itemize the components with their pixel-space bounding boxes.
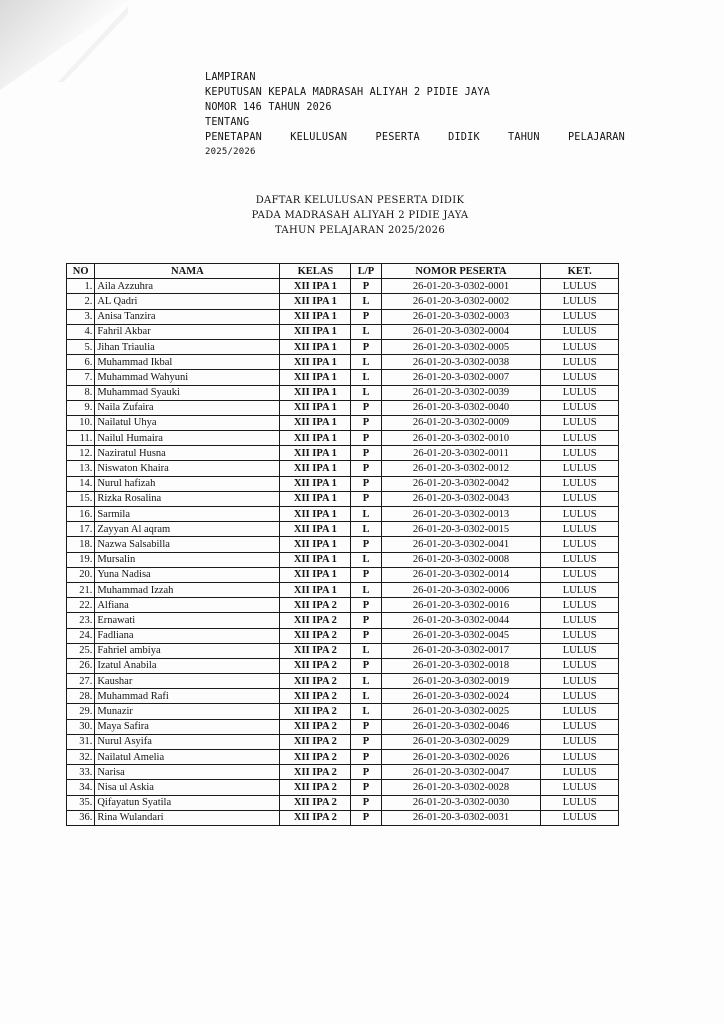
cell-nomor-peserta: 26-01-20-3-0302-0014 [381, 567, 541, 582]
table-row [67, 643, 619, 658]
cell-no: 18. [67, 537, 95, 552]
cell-lp: L [351, 674, 381, 689]
cell-no: 19. [67, 552, 95, 567]
cell-nama: Rizka Rosalina [95, 491, 280, 506]
cell-nomor-peserta: 26-01-20-3-0302-0017 [381, 643, 541, 658]
table-row [67, 750, 619, 765]
cell-lp: P [351, 765, 381, 780]
cell-lp: L [351, 507, 381, 522]
cell-no: 14. [67, 476, 95, 491]
cell-no: 16. [67, 507, 95, 522]
cell-ket: LULUS [541, 385, 619, 400]
cell-nama: Muhammad Rafi [95, 689, 280, 704]
cell-no: 3. [67, 309, 95, 324]
cell-ket: LULUS [541, 780, 619, 795]
cell-nama: Muhammad Syauki [95, 385, 280, 400]
cell-nomor-peserta: 26-01-20-3-0302-0044 [381, 613, 541, 628]
cell-ket: LULUS [541, 674, 619, 689]
cell-lp: P [351, 431, 381, 446]
subject-word: DIDIK [448, 132, 480, 143]
table-body [67, 279, 619, 826]
cell-no: 35. [67, 795, 95, 810]
cell-no: 32. [67, 750, 95, 765]
cell-no: 11. [67, 431, 95, 446]
cell-nomor-peserta: 26-01-20-3-0302-0009 [381, 415, 541, 430]
cell-ket: LULUS [541, 309, 619, 324]
table-row [67, 582, 619, 597]
cell-kelas: XII IPA 2 [280, 658, 351, 673]
cell-nomor-peserta: 26-01-20-3-0302-0031 [381, 810, 541, 825]
cell-lp: P [351, 750, 381, 765]
cell-ket: LULUS [541, 476, 619, 491]
table-row [67, 400, 619, 415]
header-lp: L/P [351, 264, 381, 279]
cell-kelas: XII IPA 1 [280, 339, 351, 354]
cell-nomor-peserta: 26-01-20-3-0302-0002 [381, 294, 541, 309]
cell-nama: Jihan Triaulia [95, 339, 280, 354]
cell-lp: L [351, 324, 381, 339]
cell-nama: Naila Zufaira [95, 400, 280, 415]
cell-nama: Niswaton Khaira [95, 461, 280, 476]
cell-ket: LULUS [541, 339, 619, 354]
table-row [67, 658, 619, 673]
cell-lp: L [351, 385, 381, 400]
cell-no: 34. [67, 780, 95, 795]
table-row [67, 491, 619, 506]
cell-nomor-peserta: 26-01-20-3-0302-0005 [381, 339, 541, 354]
cell-lp: P [351, 309, 381, 324]
cell-kelas: XII IPA 1 [280, 507, 351, 522]
cell-lp: P [351, 598, 381, 613]
cell-ket: LULUS [541, 567, 619, 582]
cell-ket: LULUS [541, 613, 619, 628]
cell-lp: P [351, 628, 381, 643]
header-kelas: KELAS [280, 264, 351, 279]
cell-kelas: XII IPA 2 [280, 750, 351, 765]
cell-no: 6. [67, 355, 95, 370]
cell-kelas: XII IPA 1 [280, 461, 351, 476]
cell-lp: P [351, 491, 381, 506]
cell-nomor-peserta: 26-01-20-3-0302-0042 [381, 476, 541, 491]
cell-ket: LULUS [541, 750, 619, 765]
cell-nomor-peserta: 26-01-20-3-0302-0008 [381, 552, 541, 567]
cell-kelas: XII IPA 2 [280, 704, 351, 719]
cell-nama: Muhammad Izzah [95, 582, 280, 597]
cell-ket: LULUS [541, 537, 619, 552]
cell-no: 12. [67, 446, 95, 461]
cell-lp: L [351, 294, 381, 309]
header-no: NO [67, 264, 95, 279]
cell-nama: Zayyan Al aqram [95, 522, 280, 537]
cell-kelas: XII IPA 2 [280, 765, 351, 780]
list-title-line3: TAHUN PELAJARAN 2025/2026 [275, 225, 445, 236]
cell-kelas: XII IPA 1 [280, 324, 351, 339]
cell-no: 7. [67, 370, 95, 385]
cell-kelas: XII IPA 1 [280, 491, 351, 506]
cell-kelas: XII IPA 2 [280, 628, 351, 643]
cell-lp: L [351, 643, 381, 658]
header-nama: NAMA [95, 264, 280, 279]
cell-nomor-peserta: 26-01-20-3-0302-0047 [381, 765, 541, 780]
cell-nomor-peserta: 26-01-20-3-0302-0004 [381, 324, 541, 339]
cell-kelas: XII IPA 1 [280, 415, 351, 430]
cell-ket: LULUS [541, 294, 619, 309]
cell-nama: Nailatul Uhya [95, 415, 280, 430]
cell-kelas: XII IPA 2 [280, 734, 351, 749]
cell-no: 26. [67, 658, 95, 673]
cell-nomor-peserta: 26-01-20-3-0302-0041 [381, 537, 541, 552]
decree-subject [205, 130, 625, 145]
cell-no: 10. [67, 415, 95, 430]
cell-no: 9. [67, 400, 95, 415]
cell-kelas: XII IPA 2 [280, 795, 351, 810]
cell-kelas: XII IPA 1 [280, 400, 351, 415]
cell-kelas: XII IPA 1 [280, 552, 351, 567]
lampiran-label: LAMPIRAN [205, 72, 256, 83]
decree-header [205, 70, 625, 160]
cell-nomor-peserta: 26-01-20-3-0302-0012 [381, 461, 541, 476]
cell-nomor-peserta: 26-01-20-3-0302-0013 [381, 507, 541, 522]
cell-no: 24. [67, 628, 95, 643]
list-title-line2: PADA MADRASAH ALIYAH 2 PIDIE JAYA [251, 210, 469, 221]
cell-ket: LULUS [541, 765, 619, 780]
cell-ket: LULUS [541, 279, 619, 294]
cell-lp: P [351, 537, 381, 552]
cell-lp: P [351, 400, 381, 415]
cell-kelas: XII IPA 1 [280, 567, 351, 582]
table-row [67, 446, 619, 461]
cell-nama: Kaushar [95, 674, 280, 689]
cell-no: 4. [67, 324, 95, 339]
cell-nomor-peserta: 26-01-20-3-0302-0003 [381, 309, 541, 324]
cell-kelas: XII IPA 1 [280, 385, 351, 400]
cell-nama: Fahril Akbar [95, 324, 280, 339]
cell-nomor-peserta: 26-01-20-3-0302-0011 [381, 446, 541, 461]
cell-no: 23. [67, 613, 95, 628]
cell-nomor-peserta: 26-01-20-3-0302-0030 [381, 795, 541, 810]
cell-no: 27. [67, 674, 95, 689]
cell-nama: Nisa ul Askia [95, 780, 280, 795]
subject-word: KELULUSAN [290, 132, 348, 143]
cell-lp: L [351, 689, 381, 704]
cell-nama: Fadliana [95, 628, 280, 643]
table-row [67, 279, 619, 294]
cell-nomor-peserta: 26-01-20-3-0302-0046 [381, 719, 541, 734]
cell-no: 36. [67, 810, 95, 825]
cell-nama: Muhammad Ikbal [95, 355, 280, 370]
cell-nomor-peserta: 26-01-20-3-0302-0007 [381, 370, 541, 385]
cell-lp: P [351, 279, 381, 294]
cell-no: 13. [67, 461, 95, 476]
cell-nama: Ernawati [95, 613, 280, 628]
subject-word: PESERTA [375, 132, 420, 143]
cell-no: 21. [67, 582, 95, 597]
cell-nomor-peserta: 26-01-20-3-0302-0006 [381, 582, 541, 597]
cell-kelas: XII IPA 1 [280, 309, 351, 324]
cell-ket: LULUS [541, 734, 619, 749]
table-row [67, 598, 619, 613]
cell-lp: P [351, 810, 381, 825]
cell-lp: L [351, 355, 381, 370]
table-row [67, 674, 619, 689]
cell-ket: LULUS [541, 400, 619, 415]
cell-lp: P [351, 613, 381, 628]
table-row [67, 339, 619, 354]
cell-nomor-peserta: 26-01-20-3-0302-0018 [381, 658, 541, 673]
cell-lp: L [351, 704, 381, 719]
table-row [67, 628, 619, 643]
cell-kelas: XII IPA 2 [280, 598, 351, 613]
subject-year: 2025/2026 [205, 147, 256, 157]
cell-nama: Qifayatun Syatila [95, 795, 280, 810]
cell-ket: LULUS [541, 719, 619, 734]
table-row [67, 765, 619, 780]
cell-nama: Rina Wulandari [95, 810, 280, 825]
cell-nomor-peserta: 26-01-20-3-0302-0028 [381, 780, 541, 795]
cell-kelas: XII IPA 2 [280, 719, 351, 734]
decree-title: KEPUTUSAN KEPALA MADRASAH ALIYAH 2 PIDIE JAYA [205, 87, 491, 98]
cell-nomor-peserta: 26-01-20-3-0302-0038 [381, 355, 541, 370]
cell-ket: LULUS [541, 643, 619, 658]
cell-ket: LULUS [541, 795, 619, 810]
cell-ket: LULUS [541, 628, 619, 643]
cell-lp: P [351, 476, 381, 491]
cell-kelas: XII IPA 1 [280, 537, 351, 552]
cell-kelas: XII IPA 1 [280, 294, 351, 309]
cell-ket: LULUS [541, 355, 619, 370]
table-row [67, 537, 619, 552]
table-row [67, 689, 619, 704]
table-row [67, 552, 619, 567]
cell-ket: LULUS [541, 370, 619, 385]
cell-kelas: XII IPA 2 [280, 613, 351, 628]
cell-kelas: XII IPA 1 [280, 355, 351, 370]
cell-ket: LULUS [541, 507, 619, 522]
tentang-label: TENTANG [205, 117, 250, 128]
cell-ket: LULUS [541, 598, 619, 613]
subject-word: TAHUN [508, 132, 540, 143]
cell-nama: Muhammad Wahyuni [95, 370, 280, 385]
table-row [67, 507, 619, 522]
cell-kelas: XII IPA 1 [280, 446, 351, 461]
cell-kelas: XII IPA 1 [280, 431, 351, 446]
cell-nama: Alfiana [95, 598, 280, 613]
cell-nama: Sarmila [95, 507, 280, 522]
cell-nomor-peserta: 26-01-20-3-0302-0039 [381, 385, 541, 400]
list-title [150, 193, 570, 238]
cell-kelas: XII IPA 2 [280, 780, 351, 795]
cell-no: 8. [67, 385, 95, 400]
cell-nomor-peserta: 26-01-20-3-0302-0010 [381, 431, 541, 446]
cell-nama: Mursalin [95, 552, 280, 567]
table-row [67, 461, 619, 476]
table-row [67, 704, 619, 719]
cell-nama: Nurul Asyifa [95, 734, 280, 749]
subject-word: PELAJARAN [567, 132, 625, 143]
cell-nama: Nurul hafizah [95, 476, 280, 491]
cell-nomor-peserta: 26-01-20-3-0302-0016 [381, 598, 541, 613]
cell-nama: Nailatul Amelia [95, 750, 280, 765]
cell-no: 33. [67, 765, 95, 780]
cell-ket: LULUS [541, 461, 619, 476]
cell-no: 20. [67, 567, 95, 582]
table-row [67, 385, 619, 400]
header-ket: KET. [541, 264, 619, 279]
cell-lp: P [351, 567, 381, 582]
table-row [67, 309, 619, 324]
table-header-row [67, 264, 619, 279]
cell-ket: LULUS [541, 431, 619, 446]
cell-nomor-peserta: 26-01-20-3-0302-0029 [381, 734, 541, 749]
cell-ket: LULUS [541, 689, 619, 704]
table-row [67, 613, 619, 628]
cell-no: 25. [67, 643, 95, 658]
header-nomor-peserta: NOMOR PESERTA [381, 264, 541, 279]
table-row [67, 734, 619, 749]
table-row [67, 719, 619, 734]
cell-kelas: XII IPA 1 [280, 279, 351, 294]
graduation-table [66, 263, 619, 826]
cell-nomor-peserta: 26-01-20-3-0302-0040 [381, 400, 541, 415]
cell-nama: Izatul Anabila [95, 658, 280, 673]
cell-lp: P [351, 795, 381, 810]
cell-lp: P [351, 415, 381, 430]
cell-kelas: XII IPA 1 [280, 522, 351, 537]
cell-no: 5. [67, 339, 95, 354]
cell-kelas: XII IPA 2 [280, 689, 351, 704]
cell-nomor-peserta: 26-01-20-3-0302-0015 [381, 522, 541, 537]
cell-nama: Munazir [95, 704, 280, 719]
cell-no: 1. [67, 279, 95, 294]
cell-no: 28. [67, 689, 95, 704]
cell-lp: L [351, 582, 381, 597]
cell-ket: LULUS [541, 415, 619, 430]
cell-nomor-peserta: 26-01-20-3-0302-0019 [381, 674, 541, 689]
table-row [67, 324, 619, 339]
cell-nama: Maya Safira [95, 719, 280, 734]
cell-no: 2. [67, 294, 95, 309]
cell-kelas: XII IPA 2 [280, 643, 351, 658]
cell-nama: Nazwa Salsabilla [95, 537, 280, 552]
cell-nama: Fahriel ambiya [95, 643, 280, 658]
cell-ket: LULUS [541, 446, 619, 461]
table-row [67, 415, 619, 430]
cell-kelas: XII IPA 2 [280, 810, 351, 825]
decree-number: NOMOR 146 TAHUN 2026 [205, 102, 332, 113]
cell-lp: P [351, 658, 381, 673]
subject-word: PENETAPAN [205, 132, 263, 143]
cell-nomor-peserta: 26-01-20-3-0302-0024 [381, 689, 541, 704]
cell-no: 17. [67, 522, 95, 537]
list-title-line1: DAFTAR KELULUSAN PESERTA DIDIK [255, 195, 465, 206]
cell-nomor-peserta: 26-01-20-3-0302-0045 [381, 628, 541, 643]
cell-no: 29. [67, 704, 95, 719]
table-row [67, 780, 619, 795]
table-row [67, 294, 619, 309]
cell-ket: LULUS [541, 704, 619, 719]
cell-ket: LULUS [541, 324, 619, 339]
cell-kelas: XII IPA 2 [280, 674, 351, 689]
table-row [67, 370, 619, 385]
cell-no: 30. [67, 719, 95, 734]
cell-kelas: XII IPA 1 [280, 582, 351, 597]
cell-lp: L [351, 552, 381, 567]
table-row [67, 522, 619, 537]
cell-nama: Yuna Nadisa [95, 567, 280, 582]
cell-no: 31. [67, 734, 95, 749]
cell-nama: Aila Azzuhra [95, 279, 280, 294]
cell-no: 22. [67, 598, 95, 613]
cell-nama: Anisa Tanzira [95, 309, 280, 324]
table-row [67, 431, 619, 446]
cell-nomor-peserta: 26-01-20-3-0302-0025 [381, 704, 541, 719]
cell-ket: LULUS [541, 658, 619, 673]
cell-lp: P [351, 780, 381, 795]
cell-ket: LULUS [541, 552, 619, 567]
cell-lp: P [351, 734, 381, 749]
cell-nomor-peserta: 26-01-20-3-0302-0026 [381, 750, 541, 765]
cell-nomor-peserta: 26-01-20-3-0302-0001 [381, 279, 541, 294]
cell-lp: L [351, 370, 381, 385]
table-row [67, 476, 619, 491]
cell-lp: P [351, 446, 381, 461]
table-row [67, 567, 619, 582]
table-row [67, 355, 619, 370]
cell-ket: LULUS [541, 582, 619, 597]
cell-no: 15. [67, 491, 95, 506]
cell-nama: AL Qadri [95, 294, 280, 309]
cell-nama: Narisa [95, 765, 280, 780]
cell-ket: LULUS [541, 522, 619, 537]
cell-ket: LULUS [541, 491, 619, 506]
table-row [67, 795, 619, 810]
cell-lp: L [351, 522, 381, 537]
cell-lp: P [351, 461, 381, 476]
cell-nama: Nailul Humaira [95, 431, 280, 446]
cell-kelas: XII IPA 1 [280, 476, 351, 491]
cell-nama: Naziratul Husna [95, 446, 280, 461]
cell-kelas: XII IPA 1 [280, 370, 351, 385]
cell-lp: P [351, 339, 381, 354]
cell-lp: P [351, 719, 381, 734]
table-row [67, 810, 619, 825]
cell-nomor-peserta: 26-01-20-3-0302-0043 [381, 491, 541, 506]
cell-ket: LULUS [541, 810, 619, 825]
